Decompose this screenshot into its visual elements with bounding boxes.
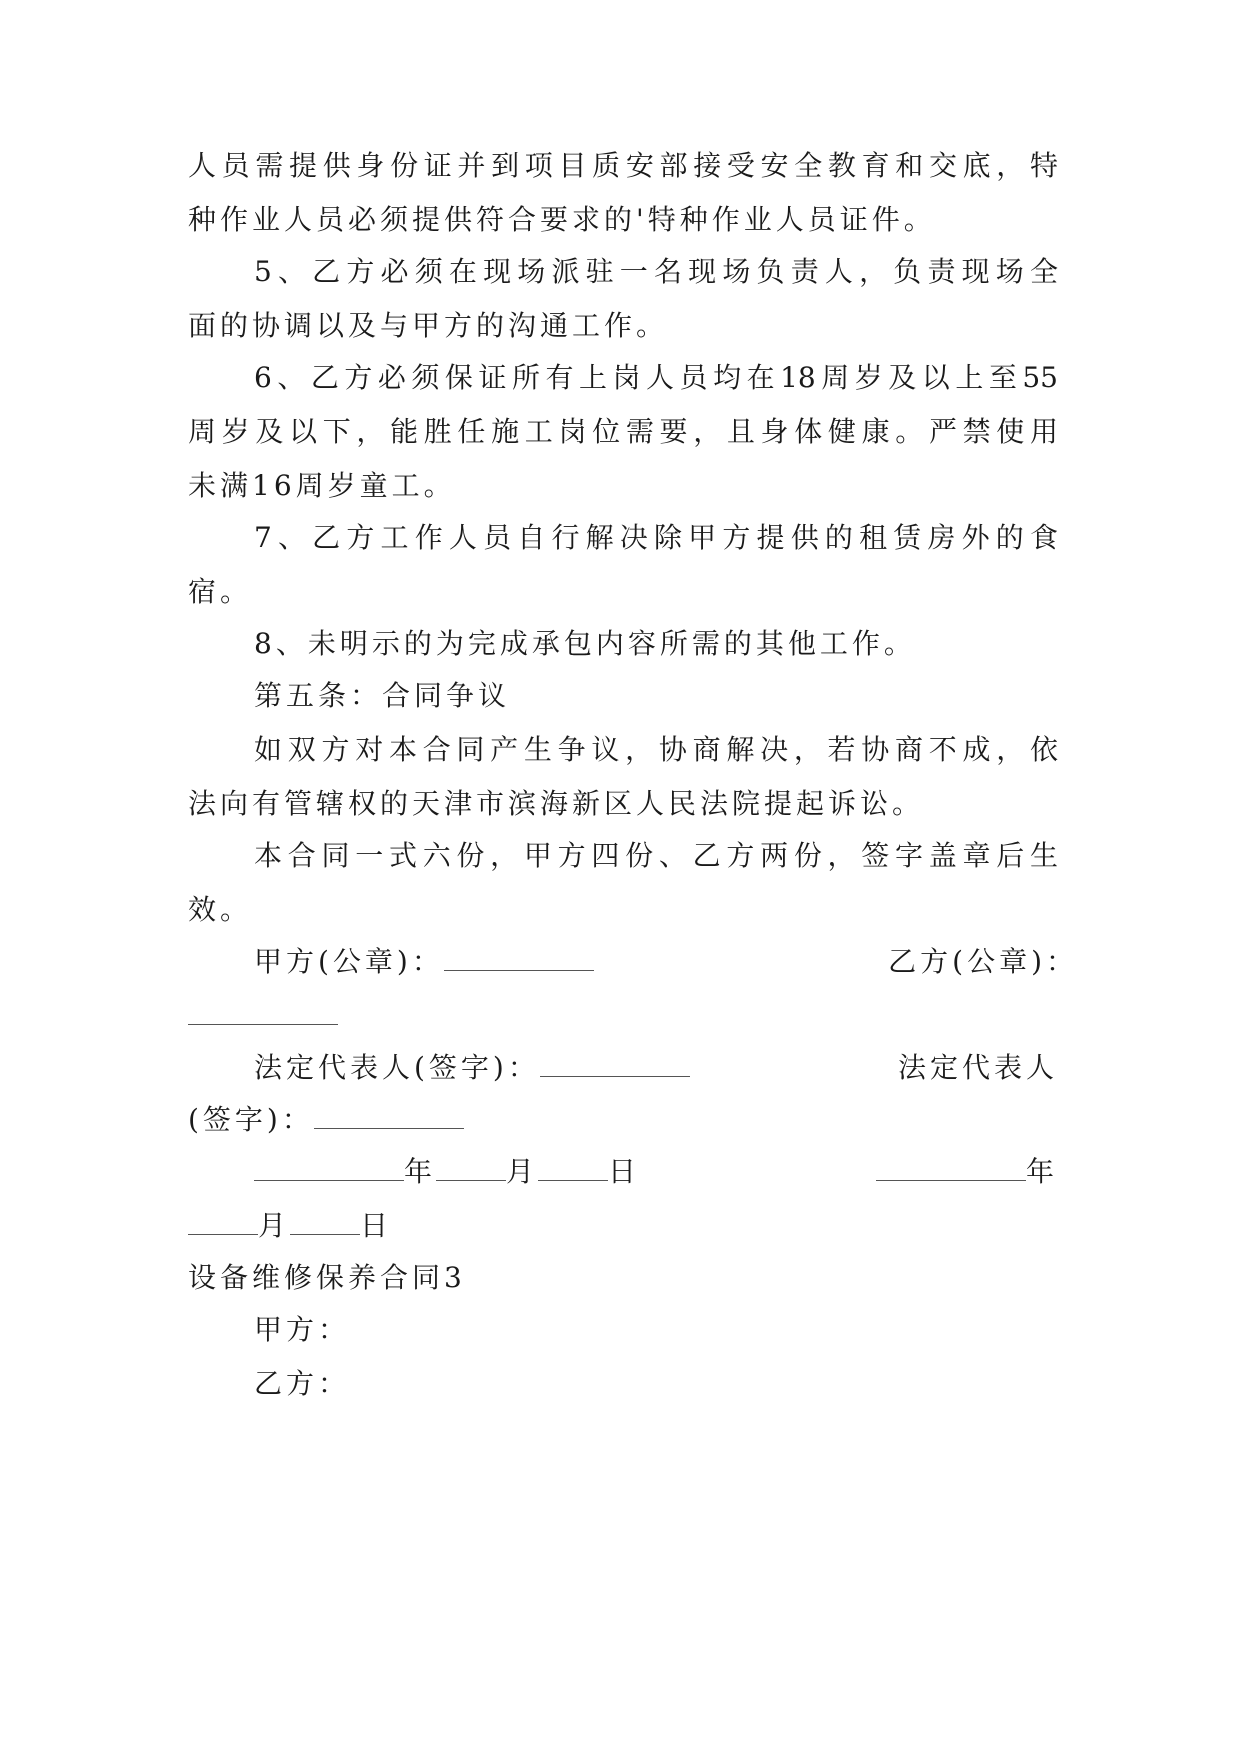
paragraph-4-line-1: 人员需提供身份证并到项目质安部接受安全教育和交底，特	[188, 149, 1058, 182]
rep-a-blank	[540, 1050, 690, 1077]
date-b-year-blank	[876, 1154, 1026, 1181]
paragraph-4-line-2: 种作业人员必须提供符合要求的'特种作业人员证件。	[188, 203, 936, 236]
item-5-line-1: 5、乙方必须在现场派驻一名现场负责人，负责现场全	[254, 255, 1058, 288]
next-contract-party-b: 乙方：	[254, 1367, 351, 1400]
date-b-day-blank	[290, 1208, 360, 1235]
copies-line-2: 效。	[188, 893, 253, 926]
seal-row	[254, 942, 1078, 982]
date-a-month-label: 月	[506, 1155, 539, 1188]
party-a-seal-blank	[444, 944, 594, 971]
item-6-line-1: 6、乙方必须保证所有上岗人员均在18周岁及以上至55	[254, 361, 1058, 394]
date-b-row	[188, 1206, 1058, 1246]
article-5-title: 第五条：合同争议	[254, 679, 511, 712]
next-contract-title: 设备维修保养合同3	[188, 1261, 466, 1294]
date-a-year-blank	[254, 1154, 404, 1181]
copies-line-1: 本合同一式六份，甲方四份、乙方两份，签字盖章后生	[254, 839, 1058, 872]
article-5-line-2: 法向有管辖权的天津市滨海新区人民法院提起诉讼。	[188, 787, 925, 820]
item-5-line-2: 面的协调以及与甲方的沟通工作。	[188, 309, 669, 342]
rep-row	[254, 1048, 1058, 1088]
date-b-year-label: 年	[1025, 1155, 1058, 1188]
item-6-line-2: 周岁及以下，能胜任施工岗位需要，且身体健康。严禁使用	[188, 415, 1058, 448]
rep-a-label: 法定代表人(签字)：	[254, 1051, 540, 1084]
date-b-day-label: 日	[360, 1209, 393, 1242]
item-6-line-3: 未满16周岁童工。	[188, 469, 456, 502]
party-b-seal-blank	[188, 998, 338, 1025]
item-7-line-1: 7、乙方工作人员自行解决除甲方提供的租赁房外的食	[254, 521, 1058, 554]
party-b-seal-row	[188, 996, 1058, 1036]
date-a-year-label: 年	[404, 1155, 437, 1188]
date-b-year-group	[876, 1152, 1058, 1192]
date-a-day-blank	[538, 1154, 608, 1181]
rep-b-row	[188, 1100, 1058, 1140]
next-contract-party-a: 甲方：	[254, 1313, 351, 1346]
item-7-line-2: 宿。	[188, 575, 253, 608]
date-a-month-blank	[436, 1154, 506, 1181]
article-5-line-1: 如双方对本合同产生争议，协商解决，若协商不成，依	[254, 733, 1058, 766]
party-b-seal-label: 乙方(公章)：	[888, 945, 1078, 978]
date-a-day-label: 日	[608, 1155, 641, 1188]
item-8-line-1: 8、未明示的为完成承包内容所需的其他工作。	[254, 627, 916, 660]
party-a-seal-label: 甲方(公章)：	[254, 945, 444, 978]
date-row	[254, 1152, 1058, 1192]
date-b-month-label: 月	[258, 1209, 291, 1242]
date-b-month-blank	[188, 1208, 258, 1235]
rep-b-label-part1: 法定代表人	[897, 1051, 1058, 1084]
rep-b-blank	[314, 1102, 464, 1129]
rep-b-label-part2: (签字)：	[188, 1103, 314, 1136]
